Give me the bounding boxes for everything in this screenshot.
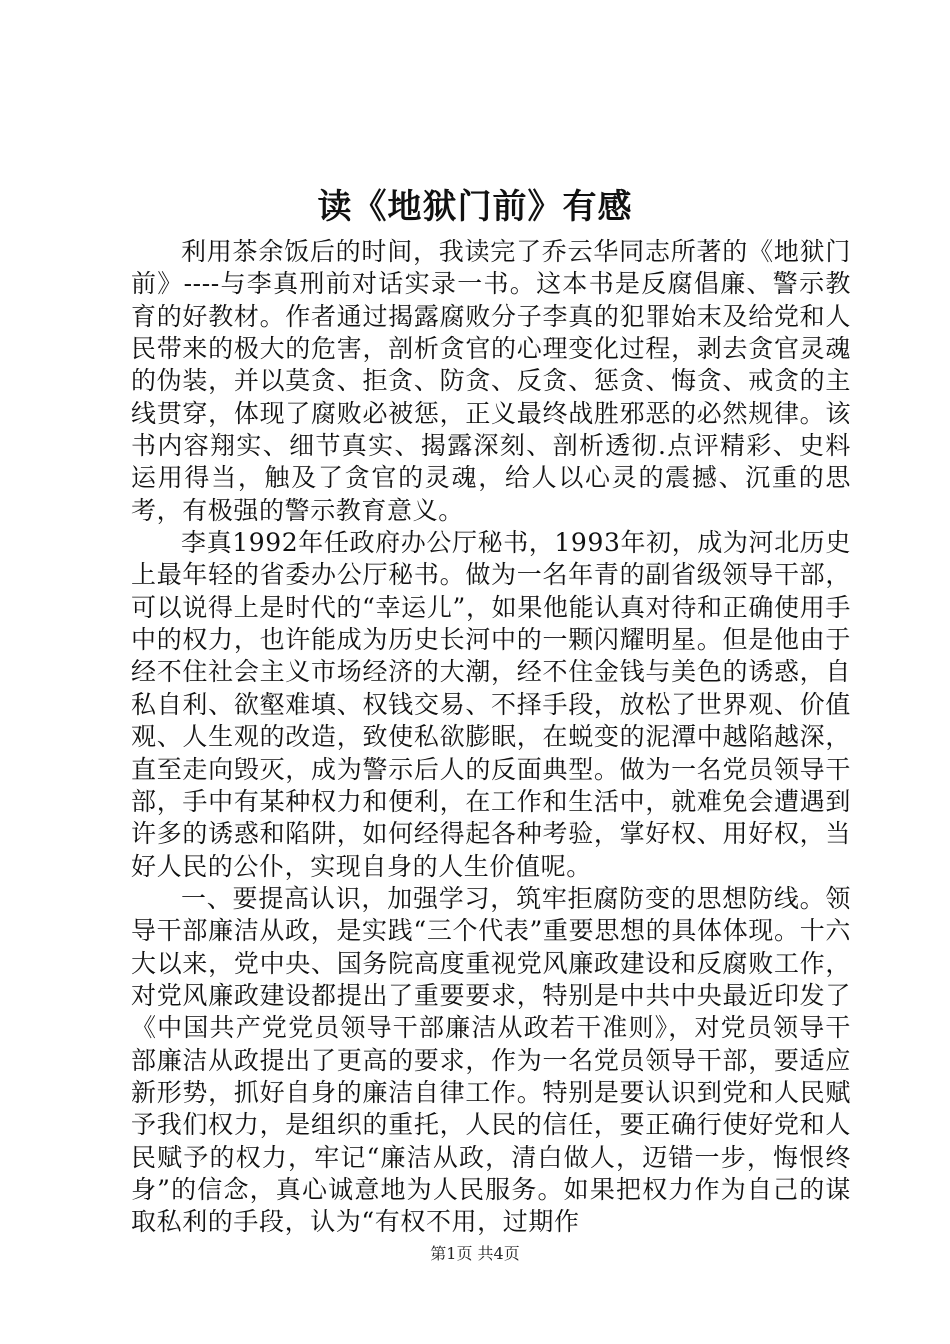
paragraph-3: 一、要提高认识，加强学习，筑牢拒腐防变的思想防线。领导干部廉洁从政，是实践“三个代表”重要思想的具体体现。十六大以来，党中央、国务院高度重视党风廉政建设和反腐败工作，对党风廉政建设都提出了重要要求，特别是中共中央最近印发了《中国共产党党员领导干部廉洁从政若干准则》，对党员领导干部廉洁从政提出了更高的要求，作为一名党员领导干部，要适应新形势，抓好自身的廉洁自律工作。特别是要认识到党和人民赋予我们权力，是组织的重托，人民的信任，要正确行使好党和人民赋予的权力，牢记“廉洁从政，清白做人，迈错一步，悔恨终身”的信念，真心诚意地为人民服务。如果把权力作为自己的谋取私利的手段，认为“有权不用，过期作 (131, 883, 851, 1237)
paragraph-1: 利用茶余饭后的时间，我读完了乔云华同志所著的《地狱门前》----与李真刑前对话实录一书。这本书是反腐倡廉、警示教育的好教材。作者通过揭露腐败分子李真的犯罪始末及给党和人民带来的极大的危害，剖析贪官的心理变化过程，剥去贪官灵魂的伪装，并以莫贪、拒贪、防贪、反贪、惩贪、悔贪、戒贪的主线贯穿，体现了腐败必被惩，正义最终战胜邪恶的必然规律。该书内容翔实、细节真实、揭露深刻、剖析透彻.点评精彩、史料运用得当，触及了贪官的灵魂，给人以心灵的震撼、沉重的思考，有极强的警示教育意义。 (131, 237, 851, 525)
page-footer: 第1页 共4页 (430, 1244, 520, 1263)
document-body (131, 236, 851, 1239)
paragraph-2: 李真1992年任政府办公厅秘书，1993年初，成为河北历史上最年轻的省委办公厅秘书。做为一名年青的副省级领导干部，可以说得上是时代的“幸运儿”，如果他能认真对待和正确使用手中的权力，也许能成为历史长河中的一颗闪耀明星。但是他由于经不住社会主义市场经济的大潮，经不住金钱与美色的诱惑，自私自利、欲壑难填、权钱交易、不择手段，放松了世界观、价值观、人生观的改造，致使私欲膨眠，在蜕变的泥潭中越陷越深，直至走向毁灭，成为警示后人的反面典型。做为一名党员领导干部，手中有某种权力和便利，在工作和生活中，就难免会遭遇到许多的诱惑和陷阱，如何经得起各种考验，掌好权、用好权，当好人民的公仆，实现自身的人生价值呢。 (131, 528, 851, 881)
document-title: 读《地狱门前》有感 (317, 187, 633, 227)
